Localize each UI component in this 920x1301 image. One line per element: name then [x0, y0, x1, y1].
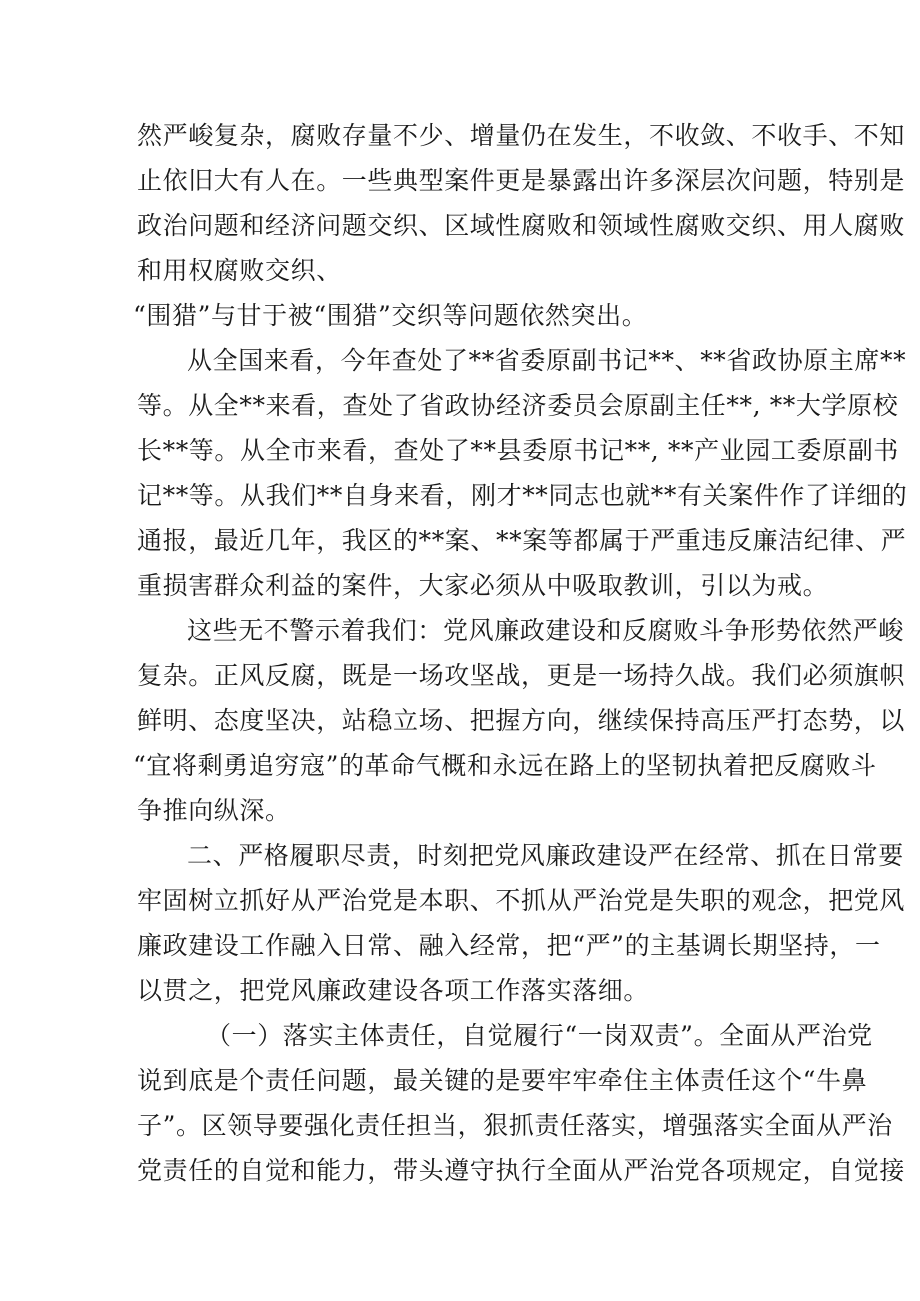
text-line: 争推向纵深。 [137, 796, 291, 825]
text-line: 和用权腐败交织、 [137, 256, 342, 285]
text-line: “围猎”与甘于被“围猎”交织等问题依然突出。 [133, 301, 648, 330]
text-line: 止依旧大有人在。一些典型案件更是暴露出许多深层次问题，特别是 [137, 166, 906, 195]
text-line: 长**等。从全市来看，查处了**县委原书记**, **产业园工委原副书 [137, 436, 899, 465]
text-line: 子”。区领导要强化责任担当，狠抓责任落实，增强落实全面从严治 [137, 1111, 893, 1140]
paragraph-start-line: 从全国来看，今年查处了**省委原副书记**、**省政协原主席** [187, 346, 907, 375]
text-line: 廉政建设工作融入日常、融入经常，把“严”的主基调长期坚持，一 [137, 931, 881, 960]
text-line: 等。从全**来看，查处了省政协经济委员会原副主任**, **大学原校 [137, 391, 899, 420]
text-line: 说到底是个责任问题，最关键的是要牢牢牵住主体责任这个“牛鼻 [137, 1066, 868, 1095]
text-line: 通报，最近几年，我区的**案、**案等都属于严重违反廉洁纪律、严 [137, 526, 907, 555]
text-line: 然严峻复杂，腐败存量不少、增量仍在发生，不收敛、不收手、不知 [137, 121, 906, 150]
text-line: 重损害群众利益的案件，大家必须从中吸取教训，引以为戒。 [137, 571, 829, 600]
text-line: 政治问题和经济问题交织、区域性腐败和领域性腐败交织、用人腐败 [137, 211, 906, 240]
text-line: “宜将剩勇追穷寇”的革命气概和永远在路上的坚韧执着把反腐败斗 [133, 751, 877, 780]
text-line: 牢固树立抓好从严治党是本职、不抓从严治党是失职的观念，把党风 [137, 886, 906, 915]
text-line: 鲜明、态度坚决，站稳立场、把握方向，继续保持高压严打态势，以 [137, 706, 906, 735]
text-line: 以贯之，把党风廉政建设各项工作落实落细。 [137, 976, 650, 1005]
text-line: 党责任的自觉和能力，带头遵守执行全面从严治党各项规定，自觉接 [137, 1156, 906, 1185]
paragraph-start-line: 这些无不警示着我们：党风廉政建设和反腐败斗争形势依然严峻 [187, 616, 904, 645]
text-line: 复杂。正风反腐，既是一场攻坚战，更是一场持久战。我们必须旗帜 [137, 661, 906, 690]
section-heading-line: 二、严格履职尽责，时刻把党风廉政建设严在经常、抓在日常要 [187, 841, 904, 870]
text-line: 记**等。从我们**自身来看，刚才**同志也就**有关案件作了详细的 [137, 481, 908, 510]
subsection-heading-line: （一）落实主体责任，自觉履行“一岗双责”。全面从严治党 [206, 1021, 873, 1050]
